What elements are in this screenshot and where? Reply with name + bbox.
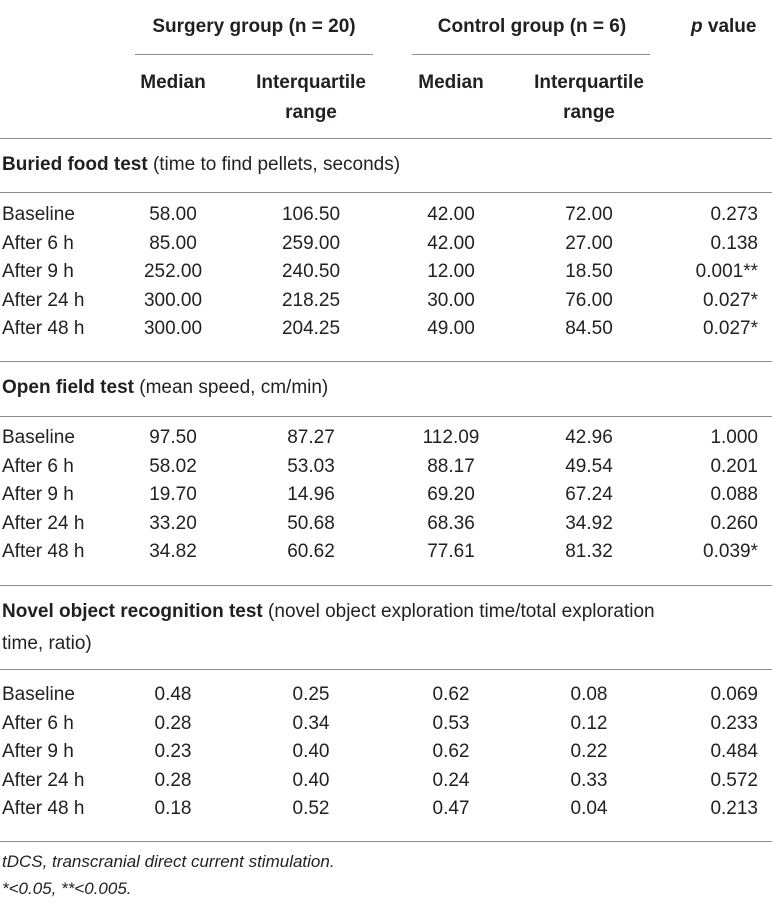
control-iqr-cell: 42.96	[565, 427, 613, 448]
control-group-header: Control group (n = 6)	[437, 16, 627, 37]
surgery-median-cell: 0.23	[154, 741, 192, 763]
control-group-rule	[412, 54, 650, 55]
control-median-cell: 12.00	[427, 261, 475, 283]
section-desc: (novel object exploration time/total exploration	[262, 601, 655, 622]
p-value-cell: 0.233	[710, 712, 758, 734]
row-label: After 48 h	[2, 541, 85, 563]
surgery-median-cell: 97.50	[149, 427, 197, 448]
section-name: Novel object recognition test	[2, 601, 263, 622]
control-median-cell: 77.61	[427, 541, 475, 563]
p-value-cell: 0.027*	[703, 318, 758, 340]
header-bottom-rule	[0, 138, 772, 139]
section-title-buried-food	[2, 154, 400, 176]
surgery-iqr-cell: 218.25	[281, 289, 341, 311]
section-desc-continued: time, ratio)	[2, 633, 92, 654]
p-value-cell: 1.000	[710, 427, 758, 448]
surgery-iqr-cell: 0.34	[292, 712, 330, 734]
surgery-iqr-cell: 0.40	[292, 769, 330, 791]
row-label: Baseline	[2, 204, 75, 225]
p-value-cell: 0.260	[710, 512, 758, 534]
p-value-cell: 0.138	[710, 232, 758, 254]
surgery-median-cell: 252.00	[143, 261, 203, 283]
control-median-cell: 0.24	[432, 769, 470, 791]
surgery-median-header: Median	[140, 72, 206, 93]
surgery-median-cell: 58.00	[149, 204, 197, 225]
row-label: After 48 h	[2, 798, 85, 820]
control-iqr-cell: 49.54	[565, 455, 613, 477]
p-value-cell: 0.484	[710, 741, 758, 763]
control-median-cell: 0.62	[432, 741, 470, 763]
control-iqr-cell: 0.22	[570, 741, 608, 763]
section-title-novel-object	[2, 601, 655, 623]
control-iqr-cell: 18.50	[565, 261, 613, 283]
surgery-median-cell: 0.28	[154, 769, 192, 791]
p-value-cell: 0.069	[710, 684, 758, 705]
surgery-iqr-cell: 0.25	[292, 684, 330, 705]
surgery-iqr-cell: 259.00	[281, 232, 341, 254]
p-value-cell: 0.027*	[703, 289, 758, 311]
surgery-iqr-cell: 240.50	[281, 261, 341, 283]
surgery-median-cell: 34.82	[149, 541, 197, 563]
surgery-iqr-cell: 53.03	[287, 455, 335, 477]
control-median-cell: 30.00	[427, 289, 475, 311]
surgery-group-header: Surgery group (n = 20)	[152, 16, 356, 37]
section-rule	[0, 192, 772, 193]
section-title-open-field	[2, 377, 328, 399]
p-value-word: value	[702, 16, 757, 37]
control-iqr-cell: 84.50	[565, 318, 613, 340]
control-median-cell: 42.00	[427, 232, 475, 254]
control-median-cell: 49.00	[427, 318, 475, 340]
section-name: Buried food test	[2, 154, 148, 175]
row-label: After 6 h	[2, 232, 74, 254]
control-median-cell: 88.17	[427, 455, 475, 477]
control-iqr-cell: 72.00	[565, 204, 613, 225]
control-iqr-cell: 34.92	[565, 512, 613, 534]
control-median-header: Median	[418, 72, 484, 93]
control-iqr-cell: 67.24	[565, 484, 613, 506]
row-label: After 24 h	[2, 769, 85, 791]
section-rule	[0, 669, 772, 670]
surgery-iqr-header-line1: Interquartile	[256, 72, 366, 93]
p-value-p: p	[691, 16, 703, 37]
control-iqr-cell: 81.32	[565, 541, 613, 563]
surgery-iqr-cell: 14.96	[287, 484, 335, 506]
surgery-median-cell: 300.00	[143, 289, 203, 311]
row-label: After 9 h	[2, 741, 74, 763]
control-median-cell: 0.62	[432, 684, 470, 705]
surgery-iqr-cell: 106.50	[281, 204, 341, 225]
row-label: After 24 h	[2, 289, 85, 311]
row-label: Baseline	[2, 427, 75, 448]
section-rule	[0, 416, 772, 417]
control-iqr-cell: 76.00	[565, 289, 613, 311]
row-label: After 24 h	[2, 512, 85, 534]
control-median-cell: 69.20	[427, 484, 475, 506]
p-value-cell: 0.001**	[695, 261, 758, 283]
row-label: After 48 h	[2, 318, 85, 340]
control-iqr-cell: 0.33	[570, 769, 608, 791]
control-iqr-cell: 0.08	[570, 684, 608, 705]
section-rule	[0, 585, 772, 586]
surgery-group-rule	[135, 54, 373, 55]
p-value-cell: 0.213	[710, 798, 758, 820]
control-iqr-cell: 0.12	[570, 712, 608, 734]
table-bottom-rule	[0, 841, 772, 842]
row-label: After 6 h	[2, 455, 74, 477]
p-value-cell: 0.039*	[703, 541, 758, 563]
section-desc: (time to find pellets, seconds)	[147, 154, 401, 175]
control-median-cell: 0.47	[432, 798, 470, 820]
section-rule	[0, 361, 772, 362]
section-name: Open field test	[2, 377, 134, 398]
surgery-iqr-cell: 60.62	[287, 541, 335, 563]
control-iqr-cell: 27.00	[565, 232, 613, 254]
row-label: Baseline	[2, 684, 75, 705]
surgery-iqr-cell: 0.40	[292, 741, 330, 763]
surgery-iqr-cell: 50.68	[287, 512, 335, 534]
surgery-median-cell: 19.70	[149, 484, 197, 506]
p-value-cell: 0.572	[710, 769, 758, 791]
surgery-iqr-header-line2: range	[285, 102, 337, 123]
control-median-cell: 0.53	[432, 712, 470, 734]
row-label: After 9 h	[2, 261, 74, 283]
p-value-header	[691, 16, 756, 38]
control-iqr-header-line1: Interquartile	[534, 72, 644, 93]
surgery-median-cell: 300.00	[143, 318, 203, 340]
control-median-cell: 112.09	[422, 427, 480, 448]
surgery-iqr-cell: 87.27	[287, 427, 335, 448]
section-desc: (mean speed, cm/min)	[133, 377, 329, 398]
p-value-cell: 0.088	[710, 484, 758, 506]
surgery-median-cell: 0.48	[154, 684, 192, 705]
p-value-cell: 0.273	[710, 204, 758, 225]
control-median-cell: 68.36	[427, 512, 475, 534]
row-label: After 9 h	[2, 484, 74, 506]
control-iqr-cell: 0.04	[570, 798, 608, 820]
row-label: After 6 h	[2, 712, 74, 734]
surgery-median-cell: 0.28	[154, 712, 192, 734]
surgery-iqr-cell: 0.52	[292, 798, 330, 820]
footnote-significance: *<0.05, **<0.005.	[2, 879, 132, 898]
surgery-iqr-cell: 204.25	[281, 318, 341, 340]
surgery-median-cell: 58.02	[149, 455, 197, 477]
surgery-median-cell: 0.18	[154, 798, 192, 820]
p-value-cell: 0.201	[710, 455, 758, 477]
control-median-cell: 42.00	[427, 204, 475, 225]
surgery-median-cell: 33.20	[149, 512, 197, 534]
surgery-median-cell: 85.00	[149, 232, 197, 254]
control-iqr-header-line2: range	[563, 102, 615, 123]
footnote-abbreviation: tDCS, transcranial direct current stimulation.	[2, 852, 335, 871]
